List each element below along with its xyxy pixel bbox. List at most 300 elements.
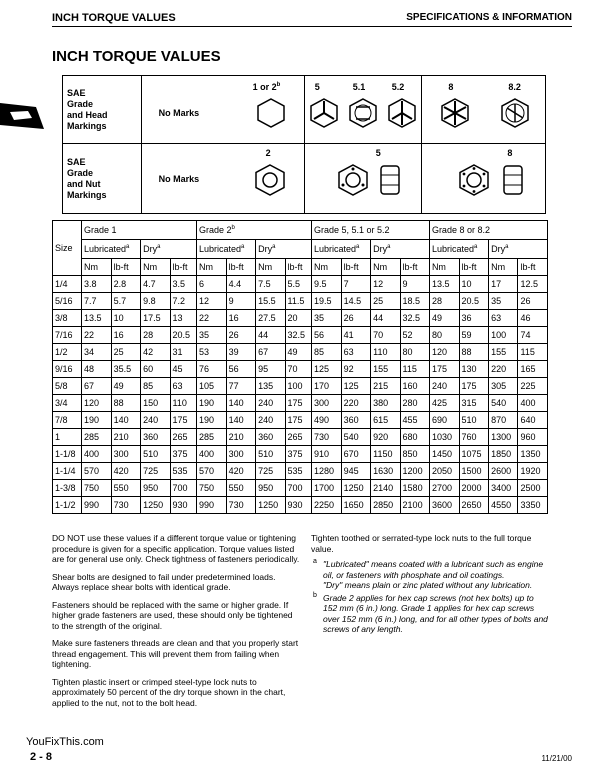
torque-cell: 130	[459, 361, 489, 378]
torque-cell: 140	[226, 412, 256, 429]
torque-cell: 74	[518, 327, 548, 344]
table-row	[53, 344, 548, 361]
torque-cell: 67	[256, 344, 285, 361]
torque-cell: 375	[170, 446, 196, 463]
torque-cell: 16	[226, 310, 256, 327]
torque-cell: 7.5	[256, 276, 285, 293]
torque-cell: 135	[256, 378, 285, 395]
torque-cell: 19.5	[312, 293, 342, 310]
unit-nm-header: Nm	[312, 259, 342, 276]
size-cell: 1/2	[53, 344, 82, 361]
torque-cell: 730	[312, 429, 342, 446]
torque-cell: 155	[489, 344, 518, 361]
torque-cell: 17.5	[141, 310, 170, 327]
torque-cell: 63	[489, 310, 518, 327]
torque-cell: 120	[82, 395, 112, 412]
torque-cell: 25	[111, 344, 141, 361]
torque-cell: 3600	[429, 497, 459, 514]
torque-cell: 990	[82, 497, 112, 514]
unit-lbft-header: lb-ft	[400, 259, 429, 276]
torque-cell: 700	[170, 480, 196, 497]
table-row	[53, 429, 548, 446]
torque-cell: 1700	[312, 480, 342, 497]
torque-cell: 12.5	[518, 276, 548, 293]
torque-cell: 41	[341, 327, 371, 344]
torque-cell: 125	[312, 361, 342, 378]
torque-cell: 1150	[371, 446, 400, 463]
hex-nut-grade5-icon	[337, 164, 369, 196]
torque-cell: 18.5	[400, 293, 429, 310]
torque-cell: 1630	[371, 463, 400, 480]
torque-cell: 7.2	[170, 293, 196, 310]
torque-cell: 175	[170, 412, 196, 429]
torque-cell: 11.5	[285, 293, 311, 310]
torque-cell: 9	[400, 276, 429, 293]
torque-cell: 13.5	[429, 276, 459, 293]
torque-cell: 85	[312, 344, 342, 361]
section-tab-icon	[0, 103, 44, 129]
torque-cell: 53	[197, 344, 227, 361]
nut-side-grade8-icon	[502, 164, 524, 196]
torque-cell: 150	[141, 395, 170, 412]
size-cell: 1	[53, 429, 82, 446]
torque-cell: 13.5	[82, 310, 112, 327]
note-paragraph: DO NOT use these values if a different torque value or tightening procedure is given for a specific application. Torque values listed are for general use only. Check tightness of fasteners periodically.	[52, 533, 300, 564]
torque-cell: 730	[226, 497, 256, 514]
torque-cell: 550	[226, 480, 256, 497]
nut-side-grade5-icon	[379, 164, 401, 196]
torque-cell: 3350	[518, 497, 548, 514]
torque-cell: 3400	[489, 480, 518, 497]
torque-cell: 225	[518, 378, 548, 395]
torque-cell: 5.5	[285, 276, 311, 293]
torque-cell: 760	[459, 429, 489, 446]
torque-cell: 1280	[312, 463, 342, 480]
hex-nut-grade8-icon	[458, 164, 490, 196]
torque-cell: 80	[429, 327, 459, 344]
torque-cell: 850	[400, 446, 429, 463]
torque-cell: 32.5	[400, 310, 429, 327]
torque-cell: 36	[459, 310, 489, 327]
torque-cell: 2700	[429, 480, 459, 497]
torque-cell: 39	[226, 344, 256, 361]
torque-cell: 3.5	[170, 276, 196, 293]
torque-cell: 2.8	[111, 276, 141, 293]
unit-lbft-header: lb-ft	[285, 259, 311, 276]
torque-cell: 930	[170, 497, 196, 514]
torque-cell: 175	[459, 378, 489, 395]
hex-head-plain-icon	[256, 98, 286, 128]
torque-cell: 1850	[489, 446, 518, 463]
torque-cell: 490	[312, 412, 342, 429]
torque-cell: 48	[82, 361, 112, 378]
grade-5-header: Grade 5, 5.1 or 5.2	[312, 221, 430, 240]
torque-cell: 100	[285, 378, 311, 395]
torque-values-table	[52, 220, 548, 514]
torque-cell: 3.8	[82, 276, 112, 293]
head-grade-1-label: 1 or 2	[252, 82, 277, 92]
size-cell: 5/16	[53, 293, 82, 310]
torque-cell: 15.5	[256, 293, 285, 310]
torque-cell: 2100	[400, 497, 429, 514]
hex-head-grade51-icon	[348, 98, 378, 128]
unit-nm-header: Nm	[141, 259, 170, 276]
torque-cell: 35	[489, 293, 518, 310]
note-paragraph: Make sure fasteners threads are clean and that you properly start thread engagement. This will prevent them from failing when tightening.	[52, 638, 299, 669]
torque-cell: 190	[197, 412, 227, 429]
torque-cell: 16	[111, 327, 141, 344]
unit-lbft-header: lb-ft	[459, 259, 489, 276]
torque-cell: 400	[518, 395, 548, 412]
torque-cell: 170	[312, 378, 342, 395]
torque-cell: 360	[341, 412, 371, 429]
torque-cell: 95	[256, 361, 285, 378]
running-header-left: INCH TORQUE VALUES	[52, 12, 176, 24]
torque-cell: 49	[111, 378, 141, 395]
torque-cell: 690	[429, 412, 459, 429]
torque-cell: 105	[197, 378, 227, 395]
torque-cell: 1450	[429, 446, 459, 463]
torque-cell: 215	[371, 378, 400, 395]
torque-cell: 85	[141, 378, 170, 395]
torque-cell: 60	[141, 361, 170, 378]
torque-cell: 25	[371, 293, 400, 310]
torque-cell: 375	[285, 446, 311, 463]
hex-head-grade8-icon	[440, 98, 470, 128]
torque-cell: 175	[429, 361, 459, 378]
torque-cell: 420	[226, 463, 256, 480]
torque-cell: 17	[489, 276, 518, 293]
torque-cell: 9	[226, 293, 256, 310]
torque-cell: 88	[111, 395, 141, 412]
torque-cell: 4550	[489, 497, 518, 514]
torque-cell: 59	[459, 327, 489, 344]
head-grade-82-label: 8.2	[508, 82, 521, 92]
torque-cell: 2140	[371, 480, 400, 497]
torque-cell: 920	[371, 429, 400, 446]
revision-date: 11/21/00	[541, 754, 572, 763]
torque-cell: 155	[371, 361, 400, 378]
nut-no-marks: No Marks	[158, 174, 200, 184]
dry-header: Dry$^a$	[256, 240, 312, 259]
torque-cell: 930	[285, 497, 311, 514]
unit-nm-header: Nm	[82, 259, 112, 276]
torque-cell: 540	[341, 429, 371, 446]
unit-lbft-header: lb-ft	[111, 259, 141, 276]
torque-cell: 725	[141, 463, 170, 480]
torque-cell: 1920	[518, 463, 548, 480]
torque-cell: 640	[518, 412, 548, 429]
unit-lbft-header: lb-ft	[170, 259, 196, 276]
torque-cell: 945	[341, 463, 371, 480]
hex-head-grade5-icon	[309, 98, 339, 128]
size-cell: 1-1/4	[53, 463, 82, 480]
torque-cell: 56	[312, 327, 342, 344]
torque-cell: 190	[197, 395, 227, 412]
grade-8-header: Grade 8 or 8.2	[429, 221, 547, 240]
head-grade-51-label: 5.1	[352, 82, 366, 92]
torque-cell: 220	[489, 361, 518, 378]
torque-cell: 240	[256, 412, 285, 429]
torque-cell: 1250	[256, 497, 285, 514]
grade-1-header: Grade 1	[82, 221, 197, 240]
torque-cell: 700	[285, 480, 311, 497]
footnote-a: a "Lubricated" means coated with a lubricant such as engine oil, or fasteners with phosphate and oil coatings. "Dry" means plain or zinc plated without any lubrication.	[313, 558, 544, 590]
torque-cell: 990	[197, 497, 227, 514]
torque-cell: 44	[371, 310, 400, 327]
size-cell: 7/16	[53, 327, 82, 344]
table-row	[53, 412, 548, 429]
torque-cell: 80	[400, 344, 429, 361]
torque-cell: 77	[226, 378, 256, 395]
note-paragraph: Tighten plastic insert or crimped steel-type lock nuts to approximately 50 percent of the dry torque shown in the chart, applied to the nut, not to the bolt head.	[52, 676, 286, 708]
torque-cell: 510	[459, 412, 489, 429]
hex-nut-plain-icon	[254, 164, 286, 196]
torque-cell: 26	[518, 293, 548, 310]
torque-cell: 1250	[141, 497, 170, 514]
torque-cell: 56	[226, 361, 256, 378]
torque-cell: 2850	[371, 497, 400, 514]
table-row	[53, 378, 548, 395]
torque-cell: 35.5	[111, 361, 141, 378]
torque-cell: 550	[111, 480, 141, 497]
torque-cell: 425	[429, 395, 459, 412]
torque-cell: 13	[170, 310, 196, 327]
torque-cell: 76	[197, 361, 227, 378]
torque-cell: 730	[111, 497, 141, 514]
torque-cell: 140	[226, 395, 256, 412]
torque-cell: 52	[400, 327, 429, 344]
size-cell: 1/4	[53, 276, 82, 293]
unit-nm-header: Nm	[197, 259, 227, 276]
torque-cell: 100	[489, 327, 518, 344]
unit-nm-header: Nm	[256, 259, 285, 276]
torque-cell: 4.4	[226, 276, 256, 293]
nut-grade-5-label: 5	[375, 148, 381, 158]
torque-cell: 35	[312, 310, 342, 327]
torque-cell: 14.5	[341, 293, 371, 310]
size-column-header: Size	[53, 221, 82, 276]
torque-cell: 6	[197, 276, 227, 293]
torque-cell: 35	[197, 327, 227, 344]
torque-cell: 2600	[489, 463, 518, 480]
torque-cell: 305	[489, 378, 518, 395]
torque-cell: 540	[489, 395, 518, 412]
torque-cell: 615	[371, 412, 400, 429]
torque-cell: 300	[312, 395, 342, 412]
torque-cell: 265	[170, 429, 196, 446]
page-title: INCH TORQUE VALUES	[52, 48, 221, 65]
torque-cell: 175	[285, 395, 311, 412]
torque-cell: 44	[256, 327, 285, 344]
torque-cell: 20	[285, 310, 311, 327]
torque-cell: 7.7	[82, 293, 112, 310]
torque-cell: 2500	[518, 480, 548, 497]
torque-cell: 12	[371, 276, 400, 293]
torque-cell: 2650	[459, 497, 489, 514]
table-row	[53, 497, 548, 514]
torque-cell: 570	[197, 463, 227, 480]
torque-cell: 950	[141, 480, 170, 497]
torque-cell: 1030	[429, 429, 459, 446]
dry-header: Dry$^a$	[141, 240, 197, 259]
torque-cell: 120	[429, 344, 459, 361]
torque-cell: 2250	[312, 497, 342, 514]
table-row	[53, 395, 548, 412]
unit-nm-header: Nm	[371, 259, 400, 276]
torque-cell: 535	[285, 463, 311, 480]
torque-cell: 750	[82, 480, 112, 497]
torque-cell: 10	[111, 310, 141, 327]
torque-cell: 63	[170, 378, 196, 395]
size-cell: 1-1/8	[53, 446, 82, 463]
torque-cell: 535	[170, 463, 196, 480]
footnotes	[311, 533, 548, 635]
torque-cell: 400	[197, 446, 227, 463]
table-row	[53, 310, 548, 327]
torque-cell: 28	[141, 327, 170, 344]
size-cell: 1-1/2	[53, 497, 82, 514]
torque-cell: 1350	[518, 446, 548, 463]
table-row	[53, 276, 548, 293]
size-cell: 5/8	[53, 378, 82, 395]
footnote-b: b Grade 2 applies for hex cap screws (not hex bolts) up to 152 mm (6 in.) long. Grade 1 applies for hex cap screws over 152 mm (6 in.) long, and for all other types of bolts and screws of any length.	[313, 591, 548, 634]
table-row	[53, 463, 548, 480]
torque-cell: 1200	[400, 463, 429, 480]
torque-cell: 20.5	[459, 293, 489, 310]
head-no-marks: No Marks	[158, 108, 200, 118]
head-grade-8-label: 8	[448, 82, 454, 92]
unit-lbft-header: lb-ft	[226, 259, 256, 276]
torque-cell: 315	[459, 395, 489, 412]
size-cell: 1-3/8	[53, 480, 82, 497]
head-grade-52-label: 5.2	[391, 82, 405, 92]
torque-cell: 360	[256, 429, 285, 446]
torque-cell: 960	[518, 429, 548, 446]
table-row	[53, 480, 548, 497]
torque-cell: 1580	[400, 480, 429, 497]
torque-cell: 1075	[459, 446, 489, 463]
torque-cell: 670	[341, 446, 371, 463]
torque-cell: 360	[141, 429, 170, 446]
torque-cell: 125	[341, 378, 371, 395]
torque-cell: 190	[82, 412, 112, 429]
torque-cell: 42	[141, 344, 170, 361]
dry-header: Dry$^a$	[489, 240, 548, 259]
torque-cell: 5.7	[111, 293, 141, 310]
torque-cell: 22	[82, 327, 112, 344]
torque-cell: 63	[341, 344, 371, 361]
torque-cell: 92	[341, 361, 371, 378]
hex-head-grade82-icon	[500, 98, 530, 128]
torque-cell: 240	[256, 395, 285, 412]
torque-cell: 70	[371, 327, 400, 344]
torque-cell: 725	[256, 463, 285, 480]
torque-cell: 265	[285, 429, 311, 446]
torque-cell: 300	[226, 446, 256, 463]
size-cell: 7/8	[53, 412, 82, 429]
torque-cell: 88	[459, 344, 489, 361]
torque-cell: 26	[226, 327, 256, 344]
torque-cell: 680	[400, 429, 429, 446]
table-row	[53, 327, 548, 344]
torque-cell: 26	[341, 310, 371, 327]
torque-cell: 2000	[459, 480, 489, 497]
torque-cell: 175	[285, 412, 311, 429]
table-row	[53, 293, 548, 310]
torque-cell: 1650	[341, 497, 371, 514]
torque-cell: 300	[111, 446, 141, 463]
torque-cell: 1250	[341, 480, 371, 497]
note-paragraph: Fasteners should be replaced with the same or higher grade. If higher grade fasteners are used, these should only be tightened to the strength of the original.	[52, 599, 293, 631]
torque-cell: 7	[341, 276, 371, 293]
dry-header: Dry$^a$	[371, 240, 430, 259]
torque-cell: 70	[285, 361, 311, 378]
torque-cell: 950	[256, 480, 285, 497]
torque-cell: 140	[111, 412, 141, 429]
torque-cell: 910	[312, 446, 342, 463]
torque-cell: 115	[518, 344, 548, 361]
torque-cell: 285	[197, 429, 227, 446]
lubricated-header: Lubricated$^a$	[429, 240, 488, 259]
grade-2-header: Grade 2$^b$	[197, 221, 312, 240]
general-notes	[52, 533, 300, 715]
note-paragraph: Shear bolts are designed to fail under predetermined loads. Always replace shear bolts with identical grade.	[52, 571, 276, 592]
torque-cell: 285	[82, 429, 112, 446]
lubricated-header: Lubricated$^a$	[82, 240, 141, 259]
torque-cell: 510	[141, 446, 170, 463]
table-row	[53, 361, 548, 378]
torque-cell: 9.5	[312, 276, 342, 293]
torque-cell: 67	[82, 378, 112, 395]
running-header-right: SPECIFICATIONS & INFORMATION	[406, 12, 572, 23]
torque-cell: 400	[82, 446, 112, 463]
torque-cell: 210	[111, 429, 141, 446]
note-paragraph: Tighten toothed or serrated-type lock nuts to the full torque value.	[311, 533, 532, 554]
torque-cell: 22	[197, 310, 227, 327]
head-grade-5-label: 5	[314, 82, 320, 92]
torque-cell: 9.8	[141, 293, 170, 310]
unit-nm-header: Nm	[489, 259, 518, 276]
torque-cell: 455	[400, 412, 429, 429]
torque-cell: 165	[518, 361, 548, 378]
lubricated-header: Lubricated$^a$	[197, 240, 256, 259]
unit-nm-header: Nm	[429, 259, 459, 276]
size-cell: 9/16	[53, 361, 82, 378]
torque-cell: 570	[82, 463, 112, 480]
lubricated-header: Lubricated$^a$	[312, 240, 371, 259]
torque-cell: 49	[429, 310, 459, 327]
grade-markings-table: SAE Grade and Head Markings No Marks 1 or 2$^b$ 5 5.1 5.2 8 8.2 SAE Grade and Nut Markings No Marks 2 5 8	[62, 75, 546, 214]
torque-cell: 210	[226, 429, 256, 446]
nut-grade-8-label: 8	[507, 148, 513, 158]
torque-cell: 28	[429, 293, 459, 310]
torque-cell: 1300	[489, 429, 518, 446]
torque-cell: 420	[111, 463, 141, 480]
torque-cell: 750	[197, 480, 227, 497]
torque-cell: 10	[459, 276, 489, 293]
torque-cell: 870	[489, 412, 518, 429]
torque-cell: 510	[256, 446, 285, 463]
torque-cell: 220	[341, 395, 371, 412]
torque-cell: 27.5	[256, 310, 285, 327]
table-row	[53, 446, 548, 463]
torque-cell: 34	[82, 344, 112, 361]
torque-cell: 380	[371, 395, 400, 412]
size-cell: 3/4	[53, 395, 82, 412]
torque-cell: 110	[371, 344, 400, 361]
nut-grade-2-label: 2	[265, 148, 271, 158]
